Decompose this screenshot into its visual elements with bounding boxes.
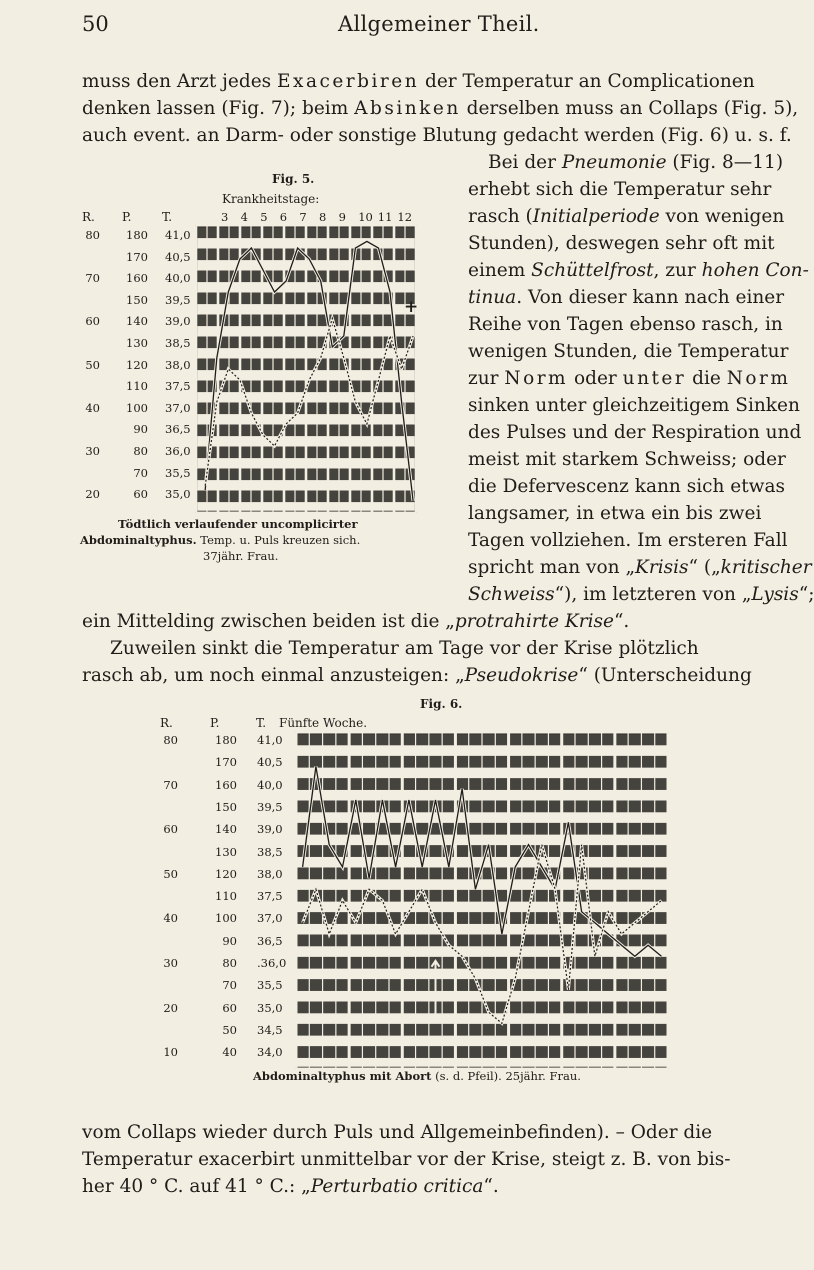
fig6-week-title: Fünfte Woche. <box>279 716 368 730</box>
fig5-resp-tick: 30 <box>85 444 100 458</box>
right-line-16: spricht man von „Krisis“ („kritischer <box>468 557 812 578</box>
right-line-3: rasch (Initialperiode von wenigen <box>468 206 785 227</box>
fig5-pulse-tick: 70 <box>133 465 148 480</box>
fig6-temp-tick: 40,5 <box>257 755 283 770</box>
fig5-pulse-tick: 180 <box>126 228 148 242</box>
right-line-13: die Defervescenz kann sich etwas <box>468 476 786 497</box>
fig5-caption-3: 37jähr. Frau. <box>203 549 279 563</box>
fig6-pulse-tick: 160 <box>215 777 237 792</box>
fig6-resp-tick: 30 <box>163 956 178 970</box>
fig5-label: Fig. 5. <box>272 172 315 186</box>
fig5-day-6: 6 <box>279 210 288 224</box>
fig5-pulse-tick: 60 <box>133 487 148 502</box>
fig5-temp-tick: 40,5 <box>165 249 191 264</box>
fig5-day-10: 10 <box>358 210 373 224</box>
right-line-10: sinken unter gleichzeitigem Sinken <box>468 395 800 416</box>
fig6-temp-tick: 39,5 <box>257 799 283 814</box>
text-line-9: her 40 ° C. auf 41 ° C.: „Perturbatio critica“. <box>82 1176 499 1197</box>
fig6-temp-tick: 41,0 <box>257 733 283 747</box>
fig6-header-r: R. <box>160 716 173 730</box>
fig5-pulse-tick: 160 <box>126 271 148 286</box>
text-line-4: ein Mittelding zwischen beiden ist die „protrahirte Krise“. <box>82 611 630 632</box>
fig5-temp-tick: 37,0 <box>165 400 191 415</box>
right-line-14: langsamer, in etwa ein bis zwei <box>468 503 762 524</box>
fig6-temp-tick: 36,5 <box>257 933 283 948</box>
fig5-stage-title: Krankheitstage: <box>222 192 320 206</box>
fig6-pulse-tick: 60 <box>222 1000 237 1015</box>
fig5-caption-1: Tödtlich verlaufender uncomplicirter <box>118 517 358 531</box>
right-line-1: Bei der Pneumonie (Fig. 8—11) <box>488 152 784 173</box>
fig5-day-7: 7 <box>299 210 307 224</box>
fig5-resp-tick: 80 <box>85 228 100 242</box>
fig6-resp-tick: 40 <box>163 911 178 926</box>
fig6-pulse-tick: 150 <box>215 799 237 814</box>
fig6-resp-tick: 20 <box>163 1000 178 1015</box>
fig6-temp-tick: 38,0 <box>257 866 283 881</box>
fig5-header-r: R. <box>82 210 95 224</box>
right-line-15: Tagen vollziehen. Im ersteren Fall <box>468 530 788 551</box>
fig5-temp-tick: 35,0 <box>165 487 191 502</box>
fig5-temp-tick: 36,0 <box>165 444 191 458</box>
fig5-temp-tick: 37,5 <box>165 379 191 394</box>
page-number: 50 <box>82 12 109 36</box>
fig5-resp-tick: 70 <box>85 271 100 286</box>
fig5-resp-tick: 60 <box>85 314 100 329</box>
right-line-6: tinua. Von dieser kann nach einer <box>468 287 785 308</box>
fig5-cross-mark: + <box>404 297 419 317</box>
fig5-pulse-tick: 90 <box>133 422 148 437</box>
right-line-8: wenigen Stunden, die Temperatur <box>468 341 789 362</box>
fig6-pulse-tick: 120 <box>215 866 237 881</box>
fig6-temp-tick: .36,0 <box>257 956 287 970</box>
fig6-pulse-tick: 130 <box>215 844 237 859</box>
right-line-5: einem Schüttelfrost, zur hohen Con- <box>468 260 809 281</box>
fig5-fever-chart <box>196 226 419 512</box>
fig6-pulse-tick: 50 <box>222 1022 237 1037</box>
fig5-day-8: 8 <box>319 210 327 224</box>
fig6-pulse-tick: 170 <box>215 755 237 770</box>
right-line-17: Schweiss“), im letzteren von „Lysis“; <box>468 584 814 605</box>
fig5-pulse-tick: 110 <box>126 379 148 394</box>
fig5-pulse-tick: 150 <box>126 292 148 307</box>
text-line-5: Zuweilen sinkt die Temperatur am Tage vor der Krise plötzlich <box>110 638 699 659</box>
text-line-6: rasch ab, um noch einmal anzusteigen: „Pseudokrise“ (Unterscheidung <box>82 665 752 686</box>
fig5-temp-tick: 39,0 <box>165 314 191 329</box>
fig5-resp-tick: 50 <box>85 357 100 372</box>
fig5-pulse-tick: 80 <box>133 444 148 458</box>
fig6-temp-tick: 34,5 <box>257 1022 283 1037</box>
fig6-pulse-tick: 90 <box>222 933 237 948</box>
fig5-day-5: 5 <box>260 210 268 224</box>
fig6-pulse-tick: 40 <box>222 1045 237 1060</box>
fig5-header-t: T. <box>162 210 173 224</box>
fig5-pulse-tick: 100 <box>126 400 148 415</box>
fig6-temp-tick: 35,5 <box>257 978 283 993</box>
right-line-11: des Pulses und der Respiration und <box>468 422 802 443</box>
fig6-header-t: T. <box>256 716 267 730</box>
text-line-7: vom Collaps wieder durch Puls und Allgemeinbefinden). – Oder die <box>82 1122 713 1143</box>
running-head: Allgemeiner Theil. <box>338 12 540 36</box>
right-line-7: Reihe von Tagen ebenso rasch, in <box>468 314 783 335</box>
fig6-temp-tick: 38,5 <box>257 844 283 859</box>
fig6-pulse-tick: 140 <box>215 822 237 837</box>
fig6-resp-tick: 60 <box>163 822 178 837</box>
right-line-2: erhebt sich die Temperatur sehr <box>468 179 772 200</box>
fig5-header-p: P. <box>122 210 132 224</box>
right-line-9: zur Norm oder unter die Norm <box>468 368 791 389</box>
fig5-pulse-tick: 170 <box>126 249 148 264</box>
fig5-day-12: 12 <box>397 210 413 224</box>
fig5-pulse-tick: 130 <box>126 336 148 350</box>
fig6-temp-tick: 39,0 <box>257 822 283 837</box>
fig6-resp-tick: 80 <box>163 733 178 747</box>
fig6-temp-tick: 37,0 <box>257 911 283 926</box>
fig6-pulse-tick: 100 <box>215 911 237 926</box>
fig6-fever-chart <box>296 733 668 1068</box>
fig5-pulse-tick: 140 <box>126 314 148 329</box>
fig6-pulse-tick: 110 <box>215 889 237 904</box>
fig5-temp-tick: 36,5 <box>165 422 191 437</box>
fig5-temp-tick: 40,0 <box>165 271 191 286</box>
fig5-temp-tick: 38,0 <box>165 357 191 372</box>
right-line-4: Stunden), deswegen sehr oft mit <box>468 233 775 254</box>
right-line-12: meist mit starkem Schweiss; oder <box>468 449 786 470</box>
text-line-8: Temperatur exacerbirt unmittelbar vor der Krise, steigt z. B. von bis- <box>82 1149 731 1170</box>
fig5-pulse-tick: 120 <box>126 357 148 372</box>
fig5-temp-tick: 35,5 <box>165 465 191 480</box>
text-line-1: muss den Arzt jedes Exacerbiren der Temperatur an Complicationen <box>82 71 755 92</box>
fig6-temp-tick: 34,0 <box>257 1045 283 1060</box>
fig6-temp-tick: 40,0 <box>257 777 283 792</box>
fig5-temp-tick: 41,0 <box>165 228 191 242</box>
fig5-resp-tick: 20 <box>85 487 100 502</box>
fig6-resp-tick: 10 <box>163 1045 178 1060</box>
fig5-resp-tick: 40 <box>85 400 100 415</box>
fig5-temp-tick: 39,5 <box>165 292 191 307</box>
fig5-caption-2: Abdominaltyphus. Temp. u. Puls kreuzen sich. <box>80 533 361 547</box>
fig5-day-4: 4 <box>240 210 248 224</box>
fig6-pulse-tick: 70 <box>222 978 237 993</box>
fig6-header-p: P. <box>210 716 220 730</box>
fig5-day-3: 3 <box>221 210 229 224</box>
text-line-3: auch event. an Darm- oder sonstige Blutung gedacht werden (Fig. 6) u. s. f. <box>82 125 792 146</box>
fig6-temp-tick: 37,5 <box>257 889 283 904</box>
fig5-day-11: 11 <box>377 210 393 224</box>
fig6-temp-tick: 35,0 <box>257 1000 283 1015</box>
text-line-2: denken lassen (Fig. 7); beim Absinken derselben muss an Collaps (Fig. 5), <box>82 98 799 119</box>
fig6-resp-tick: 70 <box>163 777 178 792</box>
fig6-pulse-tick: 80 <box>222 956 237 970</box>
fig6-caption: Abdominaltyphus mit Abort (s. d. Pfeil). 25jähr. Frau. <box>253 1069 581 1083</box>
fig5-day-9: 9 <box>338 210 346 224</box>
fig6-pulse-tick: 180 <box>215 733 237 747</box>
fig6-label: Fig. 6. <box>420 697 463 711</box>
fig5-temp-tick: 38,5 <box>165 336 191 350</box>
fig6-resp-tick: 50 <box>163 866 178 881</box>
